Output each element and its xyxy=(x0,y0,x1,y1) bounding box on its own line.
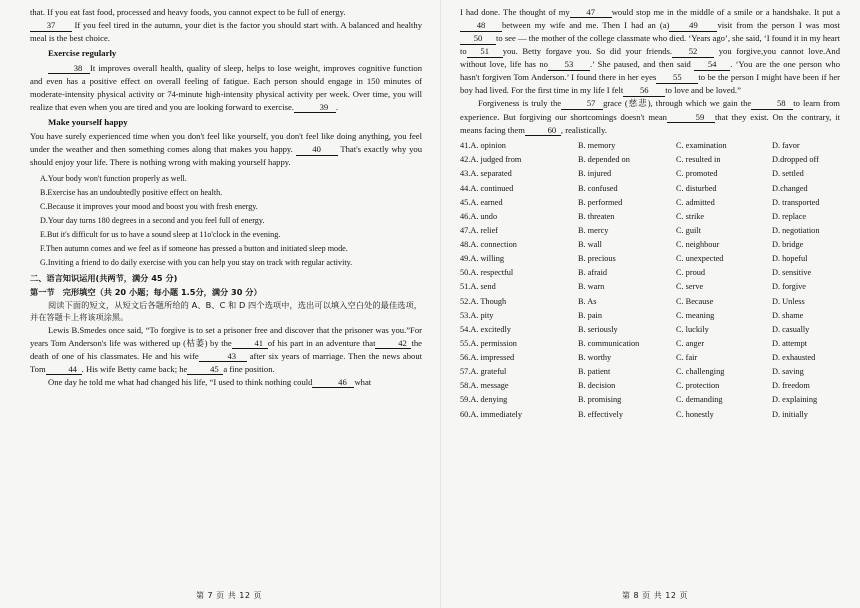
option-g: G.Inviting a friend to do daily exercise with you can help you stay on track with regular activity. xyxy=(40,257,353,267)
option-f: F.Then autumn comes and we feel as if someone has pressed a button and initiated sleep mode. xyxy=(40,243,348,253)
cloze-text-3g: you forgive,you cannot love.And without love, life has no xyxy=(460,46,841,70)
cloze-text-2b: what xyxy=(354,376,372,387)
question-row xyxy=(460,140,844,154)
cloze-text-1c: the death of one of his classmates. He and his wife xyxy=(30,337,422,361)
question-option-a: 45.A. earned xyxy=(460,197,503,207)
question-option-c: C. fair xyxy=(676,353,698,363)
question-option-a: 50.A. respectful xyxy=(460,268,514,278)
question-option-c: C. protection xyxy=(676,381,720,391)
blank-50: 50 xyxy=(460,34,496,44)
blank-38: 38 xyxy=(48,64,90,74)
section-one-title: 第一节 完形填空（共 20 小题；每小题 1.5分，满分 30 分） xyxy=(30,287,262,298)
question-option-b: B. seriously xyxy=(578,324,618,334)
cloze-text-3k: to love and be loved.” xyxy=(665,85,741,96)
question-row xyxy=(460,182,844,196)
paragraph-40-text: That's exactly why you should enjoy your life. There is nothing wrong with making yourself happy. xyxy=(30,144,422,168)
question-option-a: 48.A. connection xyxy=(460,240,517,250)
question-row xyxy=(460,239,844,253)
cloze-text-3e: to see — the mother of the college classmate who died. ‘Years ago’, she said, ‘I found it in my heart to xyxy=(460,33,840,57)
heading-exercise: Exercise regularly xyxy=(48,48,117,59)
question-option-d: D. negotiation xyxy=(772,225,820,235)
question-option-b: B. precious xyxy=(578,254,616,264)
question-row xyxy=(460,337,844,351)
question-option-c: C. examination xyxy=(676,141,727,151)
question-option-a: 42.A. judged from xyxy=(460,155,522,165)
cloze-text-3h: .’ She paused, and then said xyxy=(589,59,691,70)
question-option-c: C. serve xyxy=(676,282,704,292)
question-row xyxy=(460,224,844,238)
blank-42: 42 xyxy=(375,339,411,349)
question-option-a: 58.A. message xyxy=(460,381,509,391)
question-options-table xyxy=(460,140,844,423)
option-c: C.Because it improves your mood and boost you with fresh energy. xyxy=(40,202,258,212)
left-page xyxy=(30,6,422,602)
option-b: B.Exercise has an undoubtedly positive effect on health. xyxy=(40,188,223,198)
question-option-d: D. favor xyxy=(772,141,800,151)
cloze-paragraph-1 xyxy=(30,324,422,376)
cloze-text-4d: that they exist. On the contrary, it means facing them xyxy=(460,111,840,135)
question-row xyxy=(460,267,844,281)
cloze-text-3j: to be the person I might have been if her boy had lived. For the first time in my life I felt xyxy=(460,72,840,96)
cloze-text-3b: would stop me in the middle of a smile or a handshake. It put a xyxy=(611,7,841,17)
cloze-paragraph-4 xyxy=(460,97,840,136)
cloze-text-2a: One day he told me what had changed his life, “I used to think nothing could xyxy=(48,376,313,387)
question-option-d: D. saving xyxy=(772,367,804,377)
option-a: A.Your body won't function properly as well. xyxy=(40,174,187,184)
question-option-a: 47.A. relief xyxy=(460,225,499,235)
question-option-b: B. patient xyxy=(578,367,611,377)
question-row xyxy=(460,394,844,408)
question-option-d: D. Unless xyxy=(772,296,805,306)
question-option-b: B. wall xyxy=(578,240,602,250)
question-row xyxy=(460,281,844,295)
question-option-b: B. pain xyxy=(578,310,602,320)
cloze-text-1a: Lewis B.Smedes once said, “To forgive is to set a prisoner free and discover that the prisoner was you.”For years Tom Anderson's life was withered up (枯萎) by the xyxy=(30,324,422,348)
question-row xyxy=(460,366,844,380)
question-option-d: D. hopeful xyxy=(772,254,808,264)
question-row xyxy=(460,323,844,337)
cloze-text-3f: you. Betty forgave you. So did your friends. xyxy=(502,46,673,57)
question-option-a: 51.A. send xyxy=(460,282,496,292)
paragraph-38-text: It improves overall health, quality of sleep, helps to lose weight, improves cognitive function and even has a positive effect on overall feeling of fatigue. Each person should engage in 150 minutes of moderate-intensity physical activity or 74-minute high-intensity physical activity per week. Over time, you will realize that even when you are tired and you are looking forward to exercise. xyxy=(30,62,422,112)
blank-47: 47 xyxy=(570,8,612,18)
question-row xyxy=(460,196,844,210)
question-option-b: B. performed xyxy=(578,197,623,207)
cloze-text-1d: after six years of marriage. Then the news about Tom xyxy=(30,350,423,374)
question-option-a: 49.A. willing xyxy=(460,254,505,264)
question-option-d: D.dropped off xyxy=(772,155,819,165)
question-option-b: B. mercy xyxy=(578,225,609,235)
part-two-heading: 二、语言知识运用(共两节，满分 45 分) xyxy=(30,272,178,283)
question-option-b: B. warn xyxy=(578,282,605,292)
question-option-a: 44.A. continued xyxy=(460,183,514,193)
question-option-d: D. shame xyxy=(772,310,804,320)
question-option-d: D. settled xyxy=(772,169,804,179)
question-option-a: 43.A. separated xyxy=(460,169,512,179)
blank-58: 58 xyxy=(751,99,793,109)
blank-46: 46 xyxy=(312,378,354,388)
question-option-a: 59.A. denying xyxy=(460,395,508,405)
cloze-text-4e: , realistically. xyxy=(560,124,607,135)
cloze-text-4c: to learn from experience. But forgiving our shortcomings doesn't mean xyxy=(460,98,840,122)
question-option-c: C. resulted in xyxy=(676,155,721,165)
paragraph-39-end: . xyxy=(335,101,339,112)
question-option-d: D. forgive xyxy=(772,282,806,292)
question-option-b: B. confused xyxy=(578,183,618,193)
question-option-a: 55.A. permission xyxy=(460,338,517,348)
paragraph-37-text: If you feel tired in the autumn, your diet is the factor you should start with. A balanced and healthy meal is the best choice. xyxy=(30,20,422,44)
question-row xyxy=(460,352,844,366)
question-option-c: C. honestly xyxy=(676,409,714,419)
option-d: D.Your day turns 180 degrees in a second and you feel full of energy. xyxy=(40,216,265,226)
cloze-text-1f: a fine position. xyxy=(223,363,275,374)
question-option-b: B. memory xyxy=(578,141,616,151)
blank-44: 44 xyxy=(46,365,82,375)
question-row xyxy=(460,380,844,394)
left-page-footer: 第 7 页 共 12 页 xyxy=(196,591,262,600)
question-row xyxy=(460,168,844,182)
question-row xyxy=(460,253,844,267)
question-option-c: C. Because xyxy=(676,296,714,306)
blank-37: 37 xyxy=(30,21,72,31)
cloze-paragraph-2 xyxy=(30,376,422,389)
blank-41: 41 xyxy=(232,339,268,349)
cloze-text-4a: Forgiveness is truly the xyxy=(478,98,562,109)
cloze-text-3i: . ‘You are the one person who hasn't forgiven Tom Anderson.’ I found there in her eyes xyxy=(460,59,840,83)
question-option-b: B. As xyxy=(578,296,597,306)
question-option-a: 54.A. excitedly xyxy=(460,324,511,334)
question-option-a: 53.A. pity xyxy=(460,310,494,320)
question-option-d: D. explaining xyxy=(772,395,818,405)
question-option-c: C. luckily xyxy=(676,324,709,334)
cloze-text-1e: . His wife Betty came back; he xyxy=(81,363,188,374)
question-option-c: C. anger xyxy=(676,338,705,348)
blank-55: 55 xyxy=(656,73,698,83)
intro-paragraph: that. If you eat fast food, processed and heavy foods, you cannot expect to be full of energy. xyxy=(30,7,346,17)
question-option-b: B. injured xyxy=(578,169,612,179)
paragraph-37 xyxy=(30,19,422,45)
question-option-c: C. demanding xyxy=(676,395,723,405)
question-option-d: D. freedom xyxy=(772,381,810,391)
question-option-b: B. decision xyxy=(578,381,616,391)
question-option-d: D. initially xyxy=(772,409,808,419)
question-option-a: 56.A. impressed xyxy=(460,353,515,363)
cloze-text-4b: grace (慈悲), through which we gain the xyxy=(603,98,752,109)
question-option-b: B. worthy xyxy=(578,353,612,363)
cloze-paragraph-3 xyxy=(460,6,840,97)
question-option-c: C. unexpected xyxy=(676,254,724,264)
question-option-c: C. proud xyxy=(676,268,706,278)
page-divider xyxy=(440,0,441,608)
question-option-b: B. effectively xyxy=(578,409,624,419)
question-option-b: B. communication xyxy=(578,338,640,348)
question-option-d: D. sensitive xyxy=(772,268,812,278)
question-option-c: C. meaning xyxy=(676,310,715,320)
question-option-b: B. threaten xyxy=(578,211,615,221)
paragraph-happy-text: You have surely experienced time when you don't feel like yourself, you don't feel like doing anything, you feel under the weather and then something comes along that makes you happy. xyxy=(30,131,422,155)
cloze-text-3a: I had done. The thought of my xyxy=(460,7,570,17)
question-row xyxy=(460,295,844,309)
paragraph-38 xyxy=(30,62,422,114)
question-option-c: C. admitted xyxy=(676,197,715,207)
right-page xyxy=(460,6,840,602)
blank-45: 45 xyxy=(187,365,223,375)
blank-60: 60 xyxy=(525,126,561,136)
question-option-c: C. challenging xyxy=(676,367,725,377)
question-option-c: C. strike xyxy=(676,211,705,221)
question-option-a: 52.A. Though xyxy=(460,296,507,306)
question-option-a: 46.A. undo xyxy=(460,211,498,221)
question-options-body xyxy=(460,140,844,423)
blank-51: 51 xyxy=(467,47,503,57)
question-option-a: 60.A. immediately xyxy=(460,409,522,419)
blank-43: 43 xyxy=(199,352,247,362)
blank-39: 39 xyxy=(294,103,336,113)
question-option-c: C. disturbed xyxy=(676,183,717,193)
blank-49: 49 xyxy=(669,21,717,31)
section-one-instructions: 阅读下面的短文，从短文后各题所给的 A、B、C 和 D 四个选项中，选出可以填入空白处的最佳选项，并在答题卡上将该项涂黑。 xyxy=(30,299,422,323)
question-row xyxy=(460,309,844,323)
question-option-d: D. casually xyxy=(772,324,810,334)
question-option-d: D. replace xyxy=(772,211,807,221)
question-option-c: C. neighbour xyxy=(676,240,720,250)
paragraph-happy xyxy=(30,130,422,169)
question-option-d: D. exhausted xyxy=(772,353,816,363)
question-option-b: B. afraid xyxy=(578,268,608,278)
question-option-a: 41.A. opinion xyxy=(460,141,506,151)
option-e: E.But it's difficult for us to have a sound sleep at 11o'clock in the evening. xyxy=(40,229,281,239)
blank-56: 56 xyxy=(623,86,665,96)
blank-52: 52 xyxy=(672,47,714,57)
cloze-text-3c: between my wife and me. Then I had an (a) xyxy=(502,20,670,31)
question-option-a: 57.A. grateful xyxy=(460,367,507,377)
cloze-text-3d: visit from the person I was most xyxy=(717,20,841,31)
question-option-d: D. transported xyxy=(772,197,820,207)
question-option-c: C. promoted xyxy=(676,169,718,179)
blank-57: 57 xyxy=(561,99,603,109)
blank-59: 59 xyxy=(667,113,715,123)
blank-53: 53 xyxy=(548,60,590,70)
question-option-c: C. guilt xyxy=(676,225,701,235)
cloze-text-1b: of his part in an adventure that xyxy=(267,337,376,348)
question-row xyxy=(460,210,844,224)
question-option-d: D. bridge xyxy=(772,240,804,250)
question-row xyxy=(460,408,844,422)
question-option-d: D. attempt xyxy=(772,338,808,348)
heading-happy: Make yourself happy xyxy=(48,116,128,127)
question-option-b: B. promising xyxy=(578,395,622,405)
question-row xyxy=(460,154,844,168)
seven-options-list xyxy=(30,172,422,269)
blank-40: 40 xyxy=(296,145,338,155)
question-option-b: B. depended on xyxy=(578,155,630,165)
blank-54: 54 xyxy=(694,60,730,70)
question-option-d: D.changed xyxy=(772,183,808,193)
blank-48: 48 xyxy=(460,21,502,31)
right-page-footer: 第 8 页 共 12 页 xyxy=(622,591,688,600)
